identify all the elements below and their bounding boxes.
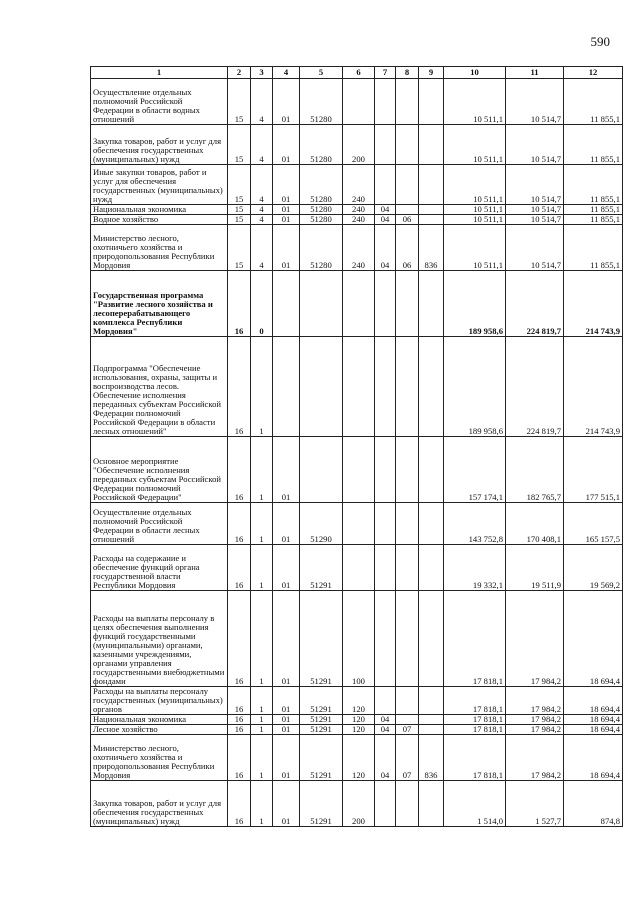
- cell-col-4: 01: [273, 79, 300, 125]
- cell-col-7: [375, 271, 396, 337]
- cell-col-4: 01: [273, 205, 300, 215]
- cell-col-4: 01: [273, 545, 300, 591]
- cell-col-12: 214 743,9: [564, 271, 623, 337]
- row-name-cell: Национальная экономика: [91, 205, 228, 215]
- cell-col-12: 11 855,1: [564, 225, 623, 271]
- cell-col-2: 16: [228, 503, 251, 545]
- row-name-cell: Осуществление отдельных полномочий Российской Федерации в области водных отношений: [91, 79, 228, 125]
- cell-col-2: 16: [228, 437, 251, 503]
- cell-col-10: 10 511,1: [444, 225, 506, 271]
- cell-col-9: [419, 205, 444, 215]
- cell-col-7: [375, 165, 396, 205]
- cell-col-6: 240: [343, 165, 375, 205]
- cell-col-8: [396, 437, 419, 503]
- cell-col-12: 11 855,1: [564, 79, 623, 125]
- row-name-cell: Лесное хозяйство: [91, 725, 228, 735]
- cell-col-12: 18 694,4: [564, 725, 623, 735]
- cell-col-8: [396, 781, 419, 827]
- cell-col-3: 1: [251, 781, 273, 827]
- cell-col-6: [343, 437, 375, 503]
- cell-col-11: 10 514,7: [506, 165, 564, 205]
- table-row: [91, 735, 623, 781]
- table-row: [91, 725, 623, 735]
- cell-col-2: 16: [228, 545, 251, 591]
- cell-col-5: 51291: [300, 781, 343, 827]
- cell-col-11: 1 527,7: [506, 781, 564, 827]
- table-row: [91, 687, 623, 715]
- cell-col-7: [375, 591, 396, 687]
- table-row: [91, 271, 623, 337]
- cell-col-2: 15: [228, 215, 251, 225]
- cell-col-4: 01: [273, 781, 300, 827]
- cell-col-11: 224 819,7: [506, 271, 564, 337]
- table-row: [91, 715, 623, 725]
- cell-col-10: 10 511,1: [444, 79, 506, 125]
- cell-col-4: 01: [273, 591, 300, 687]
- cell-col-5: [300, 437, 343, 503]
- cell-col-5: 51280: [300, 125, 343, 165]
- cell-col-6: 200: [343, 125, 375, 165]
- table-header-row: [91, 67, 623, 79]
- column-header-1: 1: [91, 67, 228, 79]
- cell-col-11: 10 514,7: [506, 79, 564, 125]
- row-name-cell: Закупка товаров, работ и услуг для обеспечения государственных (муниципальных) нужд: [91, 125, 228, 165]
- cell-col-4: 01: [273, 735, 300, 781]
- cell-col-9: [419, 715, 444, 725]
- cell-col-6: [343, 337, 375, 437]
- row-name-cell: Национальная экономика: [91, 715, 228, 725]
- cell-col-9: [419, 271, 444, 337]
- cell-col-2: 15: [228, 165, 251, 205]
- cell-col-4: 01: [273, 715, 300, 725]
- cell-col-12: 18 694,4: [564, 687, 623, 715]
- page-number: 590: [590, 34, 610, 49]
- cell-col-8: [396, 205, 419, 215]
- cell-col-9: [419, 79, 444, 125]
- table-row: [91, 215, 623, 225]
- cell-col-7: 04: [375, 725, 396, 735]
- cell-col-4: [273, 337, 300, 437]
- table-row: [91, 225, 623, 271]
- cell-col-9: [419, 125, 444, 165]
- column-header-9: 9: [419, 67, 444, 79]
- cell-col-6: 240: [343, 225, 375, 271]
- row-name-cell: Подпрограмма "Обеспечение использования, охраны, защиты и воспроизводства лесов. Обеспечение исполнения переданных субъектам Российской Федерации полномочий Российской Федерации в области лесных отношений": [91, 337, 228, 437]
- cell-col-12: 11 855,1: [564, 125, 623, 165]
- cell-col-6: 100: [343, 591, 375, 687]
- cell-col-7: [375, 337, 396, 437]
- cell-col-2: 15: [228, 205, 251, 215]
- cell-col-10: 157 174,1: [444, 437, 506, 503]
- cell-col-3: 4: [251, 165, 273, 205]
- cell-col-11: 10 514,7: [506, 215, 564, 225]
- table-row: [91, 205, 623, 215]
- cell-col-5: 51291: [300, 725, 343, 735]
- row-name-cell: Расходы на содержание и обеспечение функций органа государственной власти Республики Мордовия: [91, 545, 228, 591]
- cell-col-6: [343, 503, 375, 545]
- table-row: [91, 437, 623, 503]
- row-name-cell: Расходы на выплаты персоналу в целях обеспечения выполнения функций государственными (муниципальными) органами, казенными учреждениями, органами управления государственными внебюджетными фондами: [91, 591, 228, 687]
- column-header-10: 10: [444, 67, 506, 79]
- cell-col-5: 51280: [300, 215, 343, 225]
- cell-col-11: 10 514,7: [506, 205, 564, 215]
- cell-col-12: 11 855,1: [564, 215, 623, 225]
- cell-col-8: [396, 79, 419, 125]
- cell-col-7: 04: [375, 225, 396, 271]
- cell-col-11: 19 511,9: [506, 545, 564, 591]
- cell-col-12: 214 743,9: [564, 337, 623, 437]
- cell-col-7: [375, 503, 396, 545]
- cell-col-4: 01: [273, 125, 300, 165]
- cell-col-3: 1: [251, 337, 273, 437]
- cell-col-7: 04: [375, 205, 396, 215]
- cell-col-6: 120: [343, 715, 375, 725]
- cell-col-7: [375, 79, 396, 125]
- row-name-cell: Министерство лесного, охотничьего хозяйства и природопользования Республики Мордовия: [91, 735, 228, 781]
- column-header-2: 2: [228, 67, 251, 79]
- column-header-4: 4: [273, 67, 300, 79]
- cell-col-9: 836: [419, 225, 444, 271]
- cell-col-10: 10 511,1: [444, 125, 506, 165]
- cell-col-5: [300, 337, 343, 437]
- cell-col-8: [396, 271, 419, 337]
- cell-col-9: [419, 503, 444, 545]
- cell-col-8: 07: [396, 735, 419, 781]
- cell-col-9: 836: [419, 735, 444, 781]
- table-row: [91, 545, 623, 591]
- row-name-cell: Водное хозяйство: [91, 215, 228, 225]
- cell-col-4: 01: [273, 687, 300, 715]
- cell-col-8: [396, 503, 419, 545]
- cell-col-5: 51280: [300, 205, 343, 215]
- cell-col-5: 51291: [300, 687, 343, 715]
- cell-col-3: 4: [251, 79, 273, 125]
- cell-col-5: 51280: [300, 79, 343, 125]
- table-body: [91, 79, 623, 827]
- cell-col-2: 16: [228, 337, 251, 437]
- cell-col-9: [419, 437, 444, 503]
- row-name-cell: Закупка товаров, работ и услуг для обеспечения государственных (муниципальных) нужд: [91, 781, 228, 827]
- cell-col-3: 4: [251, 215, 273, 225]
- column-header-11: 11: [506, 67, 564, 79]
- cell-col-3: 1: [251, 545, 273, 591]
- cell-col-5: 51280: [300, 165, 343, 205]
- cell-col-2: 16: [228, 271, 251, 337]
- cell-col-3: 1: [251, 503, 273, 545]
- cell-col-2: 15: [228, 225, 251, 271]
- table-row: [91, 337, 623, 437]
- cell-col-4: 01: [273, 437, 300, 503]
- cell-col-7: [375, 437, 396, 503]
- row-name-cell: Основное мероприятие "Обеспечение исполнения переданных субъектам Российской Федерации полномочий Российской Федерации": [91, 437, 228, 503]
- cell-col-11: 17 984,2: [506, 687, 564, 715]
- cell-col-8: [396, 165, 419, 205]
- cell-col-4: 01: [273, 725, 300, 735]
- cell-col-7: [375, 545, 396, 591]
- cell-col-7: [375, 125, 396, 165]
- cell-col-11: 170 408,1: [506, 503, 564, 545]
- cell-col-10: 17 818,1: [444, 591, 506, 687]
- cell-col-9: [419, 337, 444, 437]
- cell-col-10: 17 818,1: [444, 725, 506, 735]
- cell-col-2: 16: [228, 591, 251, 687]
- cell-col-3: 4: [251, 125, 273, 165]
- cell-col-8: [396, 545, 419, 591]
- cell-col-3: 1: [251, 715, 273, 725]
- cell-col-4: [273, 271, 300, 337]
- table-row: [91, 79, 623, 125]
- cell-col-9: [419, 781, 444, 827]
- cell-col-12: 19 569,2: [564, 545, 623, 591]
- cell-col-6: 120: [343, 735, 375, 781]
- cell-col-11: 10 514,7: [506, 125, 564, 165]
- cell-col-7: [375, 781, 396, 827]
- column-header-8: 8: [396, 67, 419, 79]
- cell-col-6: 240: [343, 215, 375, 225]
- cell-col-8: [396, 125, 419, 165]
- cell-col-12: 11 855,1: [564, 165, 623, 205]
- cell-col-2: 15: [228, 125, 251, 165]
- cell-col-10: 17 818,1: [444, 715, 506, 725]
- cell-col-9: [419, 165, 444, 205]
- cell-col-11: 17 984,2: [506, 725, 564, 735]
- cell-col-8: [396, 591, 419, 687]
- table-row: [91, 165, 623, 205]
- cell-col-8: [396, 687, 419, 715]
- column-header-7: 7: [375, 67, 396, 79]
- cell-col-6: 120: [343, 725, 375, 735]
- cell-col-10: 10 511,1: [444, 205, 506, 215]
- cell-col-7: 04: [375, 735, 396, 781]
- cell-col-5: [300, 271, 343, 337]
- cell-col-12: 18 694,4: [564, 735, 623, 781]
- cell-col-6: 240: [343, 205, 375, 215]
- cell-col-5: 51291: [300, 735, 343, 781]
- row-name-cell: Иные закупки товаров, работ и услуг для обеспечения государственных (муниципальных) нужд: [91, 165, 228, 205]
- cell-col-6: [343, 271, 375, 337]
- cell-col-7: 04: [375, 215, 396, 225]
- cell-col-2: 16: [228, 725, 251, 735]
- row-name-cell: Расходы на выплаты персоналу государственных (муниципальных) органов: [91, 687, 228, 715]
- cell-col-10: 1 514,0: [444, 781, 506, 827]
- column-header-5: 5: [300, 67, 343, 79]
- cell-col-4: 01: [273, 165, 300, 205]
- column-header-3: 3: [251, 67, 273, 79]
- row-name-cell: Осуществление отдельных полномочий Российской Федерации в области лесных отношений: [91, 503, 228, 545]
- cell-col-2: 15: [228, 79, 251, 125]
- cell-col-8: 06: [396, 225, 419, 271]
- cell-col-3: 1: [251, 437, 273, 503]
- cell-col-9: [419, 687, 444, 715]
- cell-col-12: 18 694,4: [564, 591, 623, 687]
- cell-col-3: 1: [251, 687, 273, 715]
- cell-col-5: 51291: [300, 591, 343, 687]
- cell-col-6: 120: [343, 687, 375, 715]
- row-name-cell: Государственная программа "Развитие лесного хозяйства и лесоперерабатывающего комплекса Республики Мордовия": [91, 271, 228, 337]
- cell-col-10: 19 332,1: [444, 545, 506, 591]
- cell-col-3: 0: [251, 271, 273, 337]
- cell-col-11: 17 984,2: [506, 735, 564, 781]
- cell-col-4: 01: [273, 215, 300, 225]
- table-row: [91, 781, 623, 827]
- cell-col-8: 07: [396, 725, 419, 735]
- cell-col-11: 224 819,7: [506, 337, 564, 437]
- cell-col-10: 17 818,1: [444, 687, 506, 715]
- cell-col-5: 51280: [300, 225, 343, 271]
- cell-col-11: 10 514,7: [506, 225, 564, 271]
- budget-table: [90, 66, 623, 827]
- cell-col-8: [396, 337, 419, 437]
- cell-col-3: 4: [251, 205, 273, 215]
- cell-col-6: 200: [343, 781, 375, 827]
- cell-col-10: 10 511,1: [444, 215, 506, 225]
- cell-col-4: 01: [273, 225, 300, 271]
- cell-col-9: [419, 215, 444, 225]
- table-row: [91, 591, 623, 687]
- cell-col-3: 1: [251, 735, 273, 781]
- cell-col-2: 16: [228, 715, 251, 725]
- cell-col-6: [343, 79, 375, 125]
- cell-col-12: 18 694,4: [564, 715, 623, 725]
- cell-col-10: 143 752,8: [444, 503, 506, 545]
- cell-col-12: 874,8: [564, 781, 623, 827]
- cell-col-3: 4: [251, 225, 273, 271]
- cell-col-2: 16: [228, 735, 251, 781]
- cell-col-5: 51291: [300, 715, 343, 725]
- cell-col-5: 51290: [300, 503, 343, 545]
- column-header-6: 6: [343, 67, 375, 79]
- cell-col-10: 17 818,1: [444, 735, 506, 781]
- cell-col-10: 189 958,6: [444, 271, 506, 337]
- table-row: [91, 125, 623, 165]
- row-name-cell: Министерство лесного, охотничьего хозяйства и природопользования Республики Мордовия: [91, 225, 228, 271]
- cell-col-12: 165 157,5: [564, 503, 623, 545]
- cell-col-3: 1: [251, 591, 273, 687]
- column-header-12: 12: [564, 67, 623, 79]
- cell-col-4: 01: [273, 503, 300, 545]
- cell-col-9: [419, 545, 444, 591]
- table-row: [91, 503, 623, 545]
- cell-col-10: 10 511,1: [444, 165, 506, 205]
- cell-col-11: 17 984,2: [506, 715, 564, 725]
- cell-col-12: 11 855,1: [564, 205, 623, 215]
- cell-col-8: 06: [396, 215, 419, 225]
- cell-col-2: 16: [228, 687, 251, 715]
- cell-col-12: 177 515,1: [564, 437, 623, 503]
- cell-col-7: [375, 687, 396, 715]
- cell-col-10: 189 958,6: [444, 337, 506, 437]
- cell-col-8: [396, 715, 419, 725]
- cell-col-3: 1: [251, 725, 273, 735]
- cell-col-6: [343, 545, 375, 591]
- cell-col-11: 182 765,7: [506, 437, 564, 503]
- cell-col-11: 17 984,2: [506, 591, 564, 687]
- cell-col-5: 51291: [300, 545, 343, 591]
- cell-col-9: [419, 591, 444, 687]
- cell-col-9: [419, 725, 444, 735]
- cell-col-2: 16: [228, 781, 251, 827]
- cell-col-7: 04: [375, 715, 396, 725]
